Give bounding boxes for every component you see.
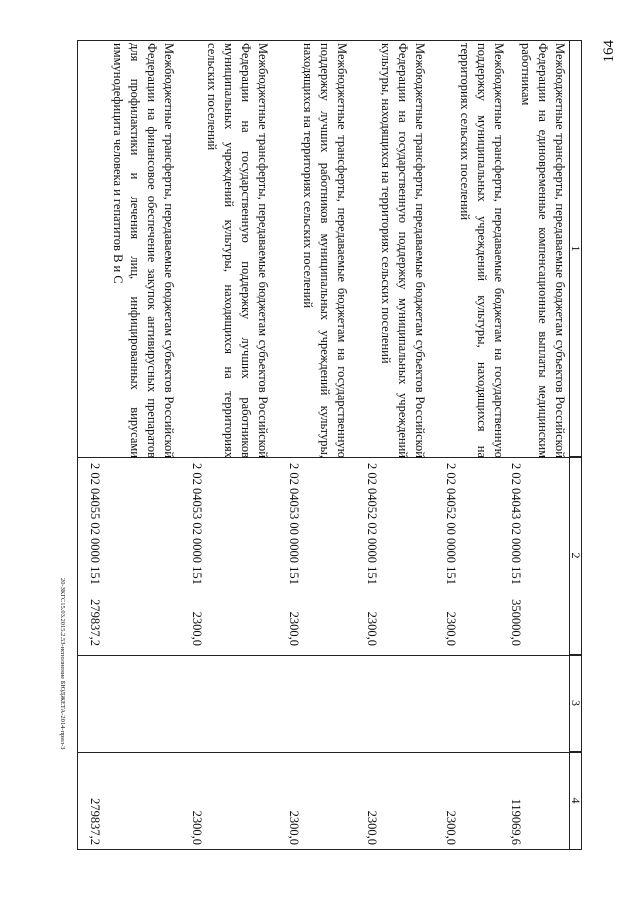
row-col4-value: 2300,0 [190, 810, 204, 845]
row-col3-value: 2300,0 [190, 611, 204, 646]
row-col4-value: 119069,6 [509, 798, 523, 845]
row-col4-value: 279837,2 [88, 798, 102, 845]
row-col4-value: 2300,0 [287, 810, 301, 845]
row-col3-value: 2300,0 [365, 611, 379, 646]
column-divider [78, 752, 581, 753]
row-description: Межбюджетные трансферты, передаваемые бюджетам на государственную поддержку муниципальных учреждений культуры, находящихся на территориях сельских поселений [458, 43, 506, 458]
row-col4-value: 2300,0 [444, 810, 458, 845]
header-col-1: 1 [570, 41, 581, 457]
row-code: 2 02 04052 02 0000 151 [365, 463, 379, 585]
row-code: 2 02 04053 00 0000 151 [287, 463, 301, 585]
row-description: Межбюджетные трансферты, передаваемые бюджетам субъектов Российской Федерации на государственную поддержку муниципальных учреждений культуры, находящихся на территориях сельских поселений [379, 43, 427, 458]
row-description: Межбюджетные трансферты, передаваемые бюджетам субъектов Российской Федерации на финансовое обеспечение закупок антивирусных препаратов для профилактики и лечения лиц, инфицированных вирусами иммунодефицита человека и гепатитов В и С [111, 43, 176, 458]
row-code: 2 02 04055 02 0000 151 [88, 463, 102, 585]
row-description: Межбюджетные трансферты, передаваемые бюджетам субъектов Российской Федерации на государственную поддержку лучших работников муниципальных учреждений культуры, находящихся на территориях сельских поселений [205, 43, 270, 458]
row-col3-value: 350000,0 [509, 599, 523, 646]
row-col3-value: 2300,0 [287, 611, 301, 646]
row-code: 2 02 04052 00 0000 151 [444, 463, 458, 585]
row-description: Межбюджетные трансферты, передаваемые бюджетам субъектов Российской Федерации на единовременные компенсационные выплаты медицинским работникам [519, 43, 567, 458]
header-col-3: 3 [570, 655, 581, 752]
row-col3-value: 2300,0 [444, 611, 458, 646]
budget-table [77, 40, 582, 850]
document-footnote: 20-ЗКГС15.03.2015.2.53-исполнение БЮДЖЕТА-2014-прил-3 [59, 578, 66, 750]
row-col4-value: 2300,0 [365, 810, 379, 845]
column-divider [78, 655, 581, 656]
row-code: 2 02 04043 02 0000 151 [509, 463, 523, 585]
row-col3-value: 279837,2 [88, 599, 102, 646]
header-col-4: 4 [569, 797, 583, 804]
page-number: 164 [601, 40, 617, 63]
header-divider [569, 41, 570, 849]
header-col-2: 2 [570, 457, 581, 655]
row-description: Межбюджетные трансферты, передаваемые бюджетам на государственную поддержку лучших работников муниципальных учреждений культуры, находящихся на территориях сельских поселений [301, 43, 349, 458]
row-code: 2 02 04053 02 0000 151 [190, 463, 204, 585]
